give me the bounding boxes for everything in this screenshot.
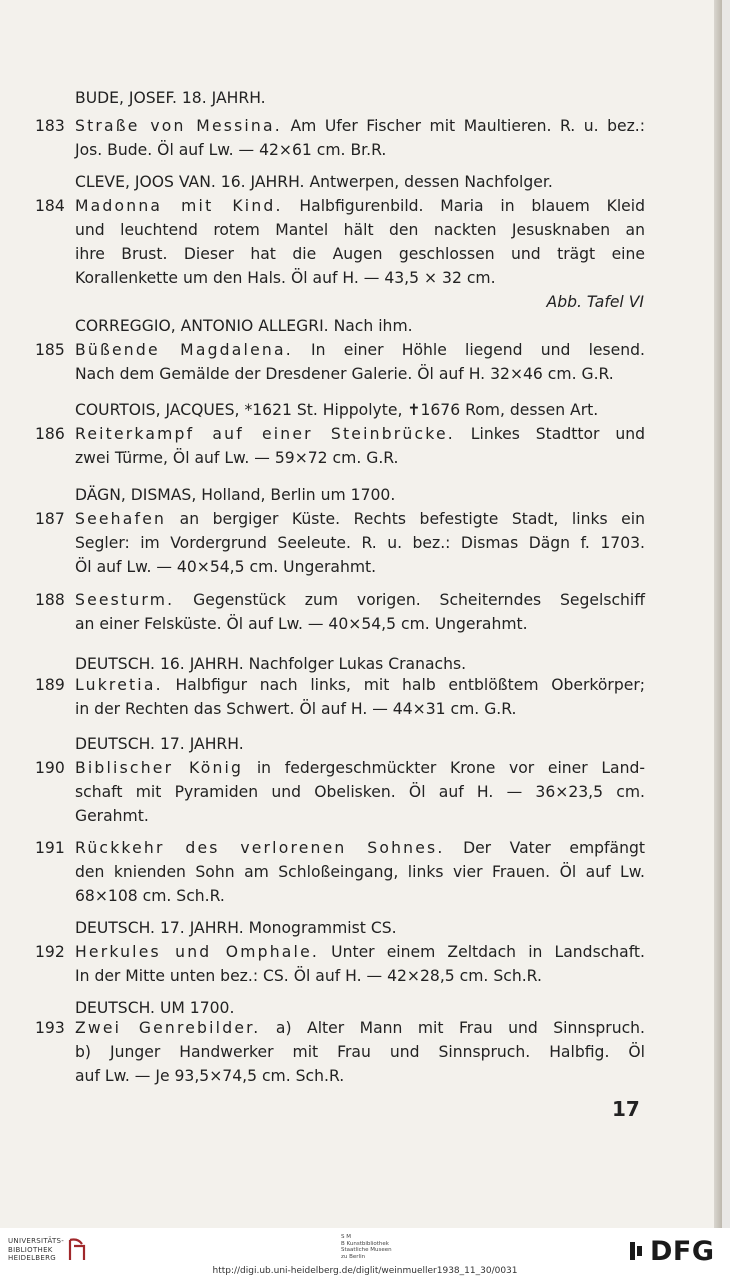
footer-bar [0, 1228, 730, 1279]
artist-header: DEUTSCH. 17. JAHRH. Monogrammist CS. [75, 919, 397, 937]
lot-title-line [75, 590, 645, 610]
lot-title-line [75, 675, 645, 695]
artist-header: CORREGGIO, ANTONIO ALLEGRI. Nach ihm. [75, 317, 413, 335]
lot-title: Seehafen [75, 510, 167, 528]
lot-description: Halbfigur nach links, mit halb entblößtem Oberkörper; [162, 676, 645, 694]
lot-title: Reiterkampf auf einer Steinbrücke. [75, 425, 455, 443]
lot-title: Madonna mit Kind. [75, 197, 283, 215]
lot-description: Am Ufer Fischer mit Maultieren. R. u. bez.: [281, 117, 645, 135]
lot-description-line: auf Lw. — Je 93,5×74,5 cm. Sch.R. [75, 1067, 345, 1085]
lot-description-line: schaft mit Pyramiden und Obelisken. Öl auf H. — 36×23,5 cm. [75, 783, 645, 801]
lot-description-line: zwei Türme, Öl auf Lw. — 59×72 cm. G.R. [75, 449, 399, 467]
lot-number: 188 [35, 591, 65, 609]
lot-description: in federgeschmückter Krone vor einer Land- [243, 759, 645, 777]
artist-header: DEUTSCH. UM 1700. [75, 999, 235, 1017]
lot-description: Der Vater empfängt [444, 839, 645, 857]
artist-header: CLEVE, JOOS VAN. 16. JAHRH. Antwerpen, dessen Nachfolger. [75, 173, 553, 191]
lot-description: In einer Höhle liegend und lesend. [292, 341, 645, 359]
lot-description: Unter einem Zeltdach in Landschaft. [319, 943, 645, 961]
lot-description-line: 68×108 cm. Sch.R. [75, 887, 225, 905]
lot-title: Rückkehr des verlorenen Sohnes. [75, 839, 445, 857]
page-number: 17 [612, 1097, 640, 1121]
lot-number: 186 [35, 425, 65, 443]
lot-number: 192 [35, 943, 65, 961]
lot-description: Linkes Stadttor und [454, 425, 645, 443]
smb-logo: S M B Kunstbibliothek Staatliche Museen zu Berlin [341, 1234, 392, 1260]
lot-description-line: an einer Felsküste. Öl auf Lw. — 40×54,5 cm. Ungerahmt. [75, 615, 528, 633]
lot-description-line: Nach dem Gemälde der Dresdener Galerie. Öl auf H. 32×46 cm. G.R. [75, 365, 614, 383]
lot-title: Biblischer König [75, 759, 244, 777]
lot-title-line [75, 509, 645, 529]
lot-description-line: Korallenkette um den Hals. Öl auf H. — 43,5 × 32 cm. [75, 269, 496, 287]
lot-number: 184 [35, 197, 65, 215]
lot-title: Büßende Magdalena. [75, 341, 293, 359]
lot-number: 189 [35, 676, 65, 694]
artist-header: DEUTSCH. 17. JAHRH. [75, 735, 244, 753]
library-logo-icon[interactable] [66, 1236, 88, 1262]
lot-title-line [75, 424, 645, 444]
lot-number: 183 [35, 117, 65, 135]
lot-title: Lukretia. [75, 676, 163, 694]
lot-title-line [75, 838, 645, 858]
lot-description-line: Segler: im Vordergrund Seeleute. R. u. bez.: Dismas Dägn f. 1703. [75, 534, 645, 552]
lot-description-line: Öl auf Lw. — 40×54,5 cm. Ungerahmt. [75, 558, 377, 576]
lot-title: Seesturm. [75, 591, 175, 609]
dfg-mark-icon [628, 1240, 646, 1262]
lot-title-line [75, 758, 645, 778]
lot-description-line: Jos. Bude. Öl auf Lw. — 42×61 cm. Br.R. [75, 141, 387, 159]
lot-number: 187 [35, 510, 65, 528]
lot-description-line: ihre Brust. Dieser hat die Augen geschlossen und trägt eine [75, 245, 645, 263]
lot-description-line: und leuchtend rotem Mantel hält den nackten Jesusknaben an [75, 221, 645, 239]
artist-header: DÄGN, DISMAS, Holland, Berlin um 1700. [75, 486, 396, 504]
lot-title-line [75, 116, 645, 136]
lot-description: Halbfigurenbild. Maria in blauem Kleid [282, 197, 645, 215]
artist-header: BUDE, JOSEF. 18. JAHRH. [75, 89, 266, 107]
lot-title: Zwei Genrebilder. [75, 1019, 261, 1037]
artist-header: COURTOIS, JACQUES, *1621 St. Hippolyte, ✝1676 Rom, dessen Art. [75, 401, 599, 419]
lot-description-line: den knienden Sohn am Schloßeingang, links vier Frauen. Öl auf Lw. [75, 863, 645, 881]
lot-title: Herkules und Omphale. [75, 943, 320, 961]
lot-description-line: In der Mitte unten bez.: CS. Öl auf H. — 42×28,5 cm. Sch.R. [75, 967, 542, 985]
lot-title-line [75, 942, 645, 962]
lot-title-line [75, 1018, 645, 1038]
artist-header: DEUTSCH. 16. JAHRH. Nachfolger Lukas Cranachs. [75, 655, 467, 673]
plate-reference: Abb. Tafel VI [546, 293, 644, 311]
lot-description: an bergiger Küste. Rechts befestigte Stadt, links ein [166, 510, 645, 528]
lot-number: 193 [35, 1019, 65, 1037]
lot-number: 191 [35, 839, 65, 857]
lot-title: Straße von Messina. [75, 117, 282, 135]
library-name[interactable]: UNIVERSITÄTS- BIBLIOTHEK HEIDELBERG [8, 1237, 65, 1262]
lot-description-line: b) Junger Handwerker mit Frau und Sinnspruch. Halbfig. Öl [75, 1043, 645, 1061]
lot-number: 185 [35, 341, 65, 359]
dfg-logo[interactable]: DFG [650, 1236, 715, 1267]
source-url[interactable]: http://digi.ub.uni-heidelberg.de/diglit/weinmueller1938_11_30/0031 [212, 1266, 518, 1276]
lot-title-line [75, 196, 645, 216]
lot-title-line [75, 340, 645, 360]
lot-description-line: in der Rechten das Schwert. Öl auf H. — 44×31 cm. G.R. [75, 700, 517, 718]
lot-description-line: Gerahmt. [75, 807, 149, 825]
page-edge [714, 0, 722, 1228]
lot-number: 190 [35, 759, 65, 777]
lot-description: a) Alter Mann mit Frau und Sinnspruch. [260, 1019, 645, 1037]
lot-description: Gegenstück zum vorigen. Scheiterndes Segelschiff [174, 591, 645, 609]
